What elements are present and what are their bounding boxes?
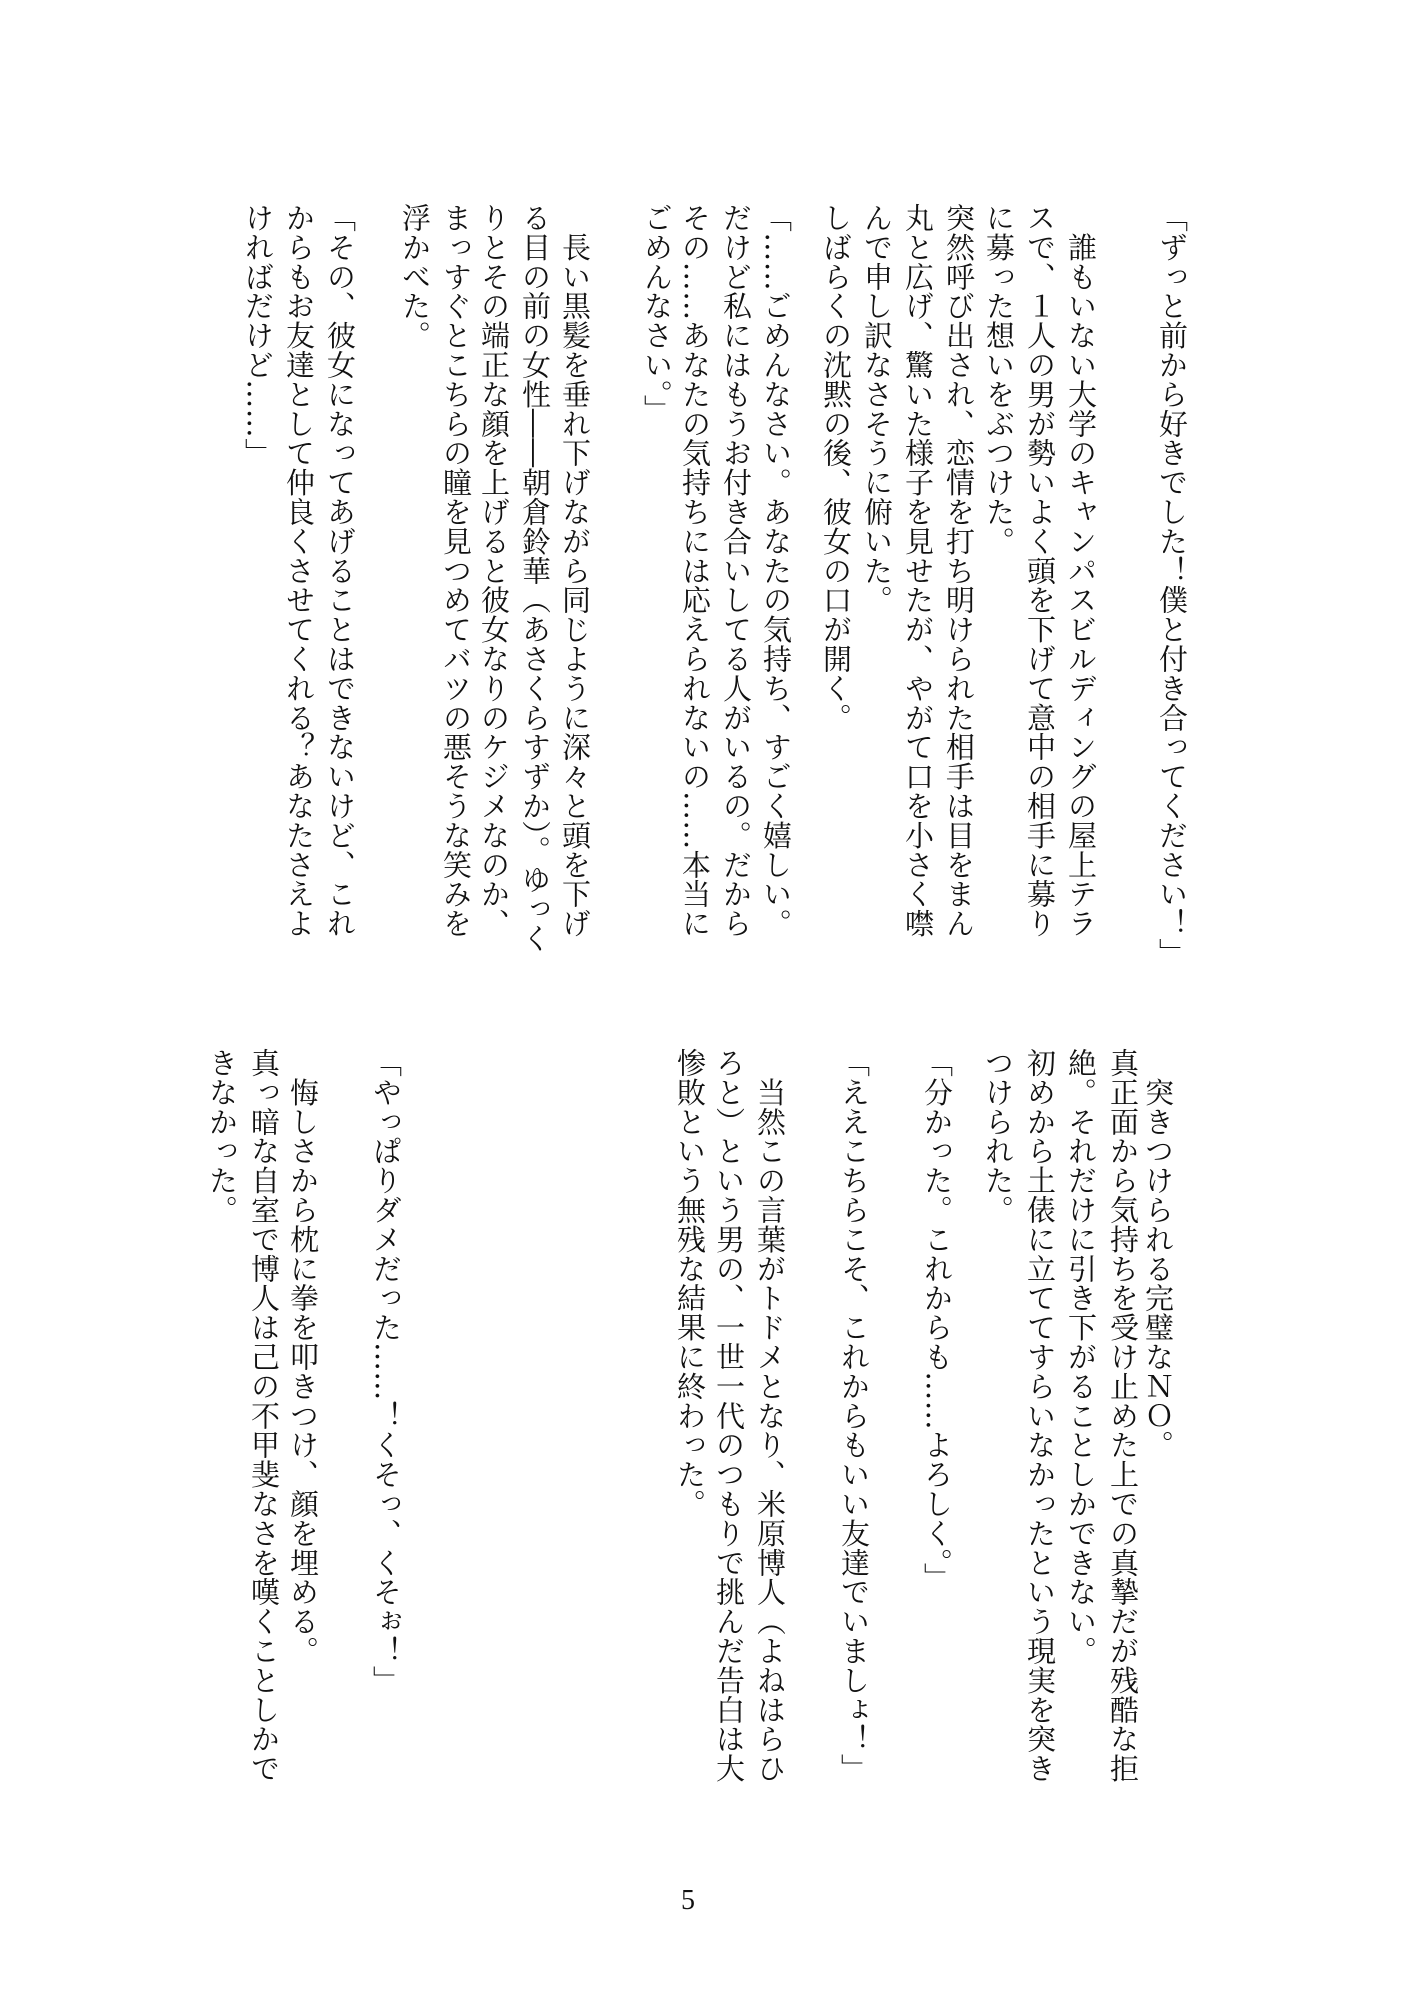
text-column: ければだけど……」 bbox=[241, 203, 275, 468]
text-column: スで、１人の男が勢いよく頭を下げて意中の相手に募り bbox=[1023, 203, 1057, 938]
text-column: 「その、彼女になってあげることはできないけど、これ bbox=[323, 203, 357, 938]
text-column: 当然この言葉がトドメとなり、米原博人（よねはらひ bbox=[753, 1048, 787, 1783]
text-column: ごめんなさい。」 bbox=[640, 203, 674, 424]
text-column: 「……ごめんなさい。あなたの気持ち、すごく嬉しい。 bbox=[759, 203, 793, 938]
text-column: 誰もいない大学のキャンパスビルディングの屋上テラ bbox=[1064, 203, 1098, 938]
text-column: んで申し訳なさそうに俯いた。 bbox=[860, 203, 894, 615]
text-column: まっすぐとこちらの瞳を見つめてバツの悪そうな笑みを bbox=[439, 203, 473, 938]
text-column: る目の前の女性――朝倉鈴華（あさくらすずか）。ゆっく bbox=[518, 203, 552, 953]
text-column: つけられた。 bbox=[981, 1048, 1015, 1225]
text-column: 長い黒髪を垂れ下げながら同じように深々と頭を下げ bbox=[558, 203, 592, 938]
text-column: その……あなたの気持ちには応えられないの……本当に bbox=[678, 203, 712, 938]
text-column: りとその端正な顔を上げると彼女なりのケジメなのか、 bbox=[477, 203, 511, 938]
text-column: 真正面から気持ちを受け止めた上での真摯だが残酷な拒 bbox=[1106, 1048, 1140, 1783]
text-column: 悔しさから枕に拳を叩きつけ、顔を埋める。 bbox=[286, 1048, 320, 1666]
text-column: 初めから土俵に立ててすらいなかったという現実を突き bbox=[1023, 1048, 1057, 1783]
text-column: 突然呼び出され、恋情を打ち明けられた相手は目をまん bbox=[942, 203, 976, 938]
page-number: 5 bbox=[681, 1885, 695, 1916]
text-column: 「分かった。これからも……よろしく。」 bbox=[920, 1048, 954, 1593]
text-column: 「やっぱりダメだった……！くそっ、くそぉ！」 bbox=[369, 1048, 403, 1695]
text-column: からもお友達として仲良くさせてくれる？あなたさえよ bbox=[282, 203, 316, 938]
text-column: 「ずっと前から好きでした！僕と付き合ってください！」 bbox=[1155, 203, 1189, 968]
text-column: 惨敗という無残な結果に終わった。 bbox=[673, 1048, 707, 1519]
text-column: 突きつけられる完璧なＮＯ。 bbox=[1141, 1048, 1175, 1460]
text-column: に募った想いをぶつけた。 bbox=[982, 203, 1016, 556]
text-column: 真っ暗な自室で博人は己の不甲斐なさを嘆くことしかで bbox=[247, 1048, 281, 1783]
text-column: 絶。それだけに引き下がることしかできない。 bbox=[1064, 1048, 1098, 1666]
text-column: ろと）という男の、一世一代のつもりで挑んだ告白は大 bbox=[712, 1048, 746, 1783]
text-column: 浮かべた。 bbox=[398, 203, 432, 350]
text-column: きなかった。 bbox=[205, 1048, 239, 1225]
text-column: だけど私にはもうお付き合いしてる人がいるの。だから bbox=[719, 203, 753, 938]
text-column: しばらくの沈黙の後、彼女の口が開く。 bbox=[819, 203, 853, 733]
text-column: 「ええこちらこそ、これからもいい友達でいましょ！」 bbox=[837, 1048, 871, 1783]
text-column: 丸と広げ、驚いた様子を見せたが、やがて口を小さく噤 bbox=[901, 203, 935, 938]
